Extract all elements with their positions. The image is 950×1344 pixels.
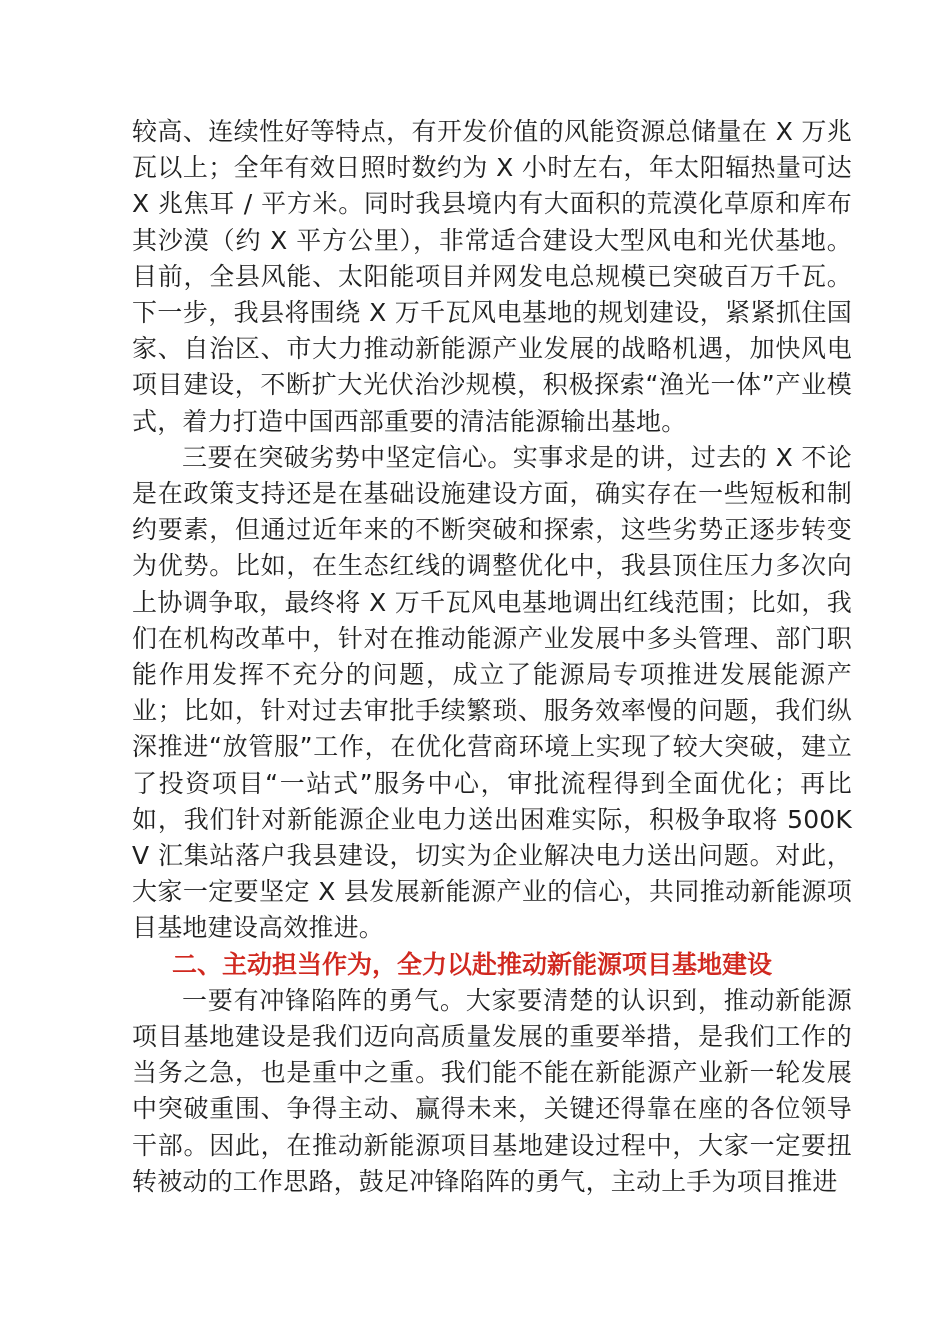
paragraph-continuation: 较高、连续性好等特点，有开发价值的风能资源总储量在 X 万兆瓦以上；全年有效日照时数约为 X 小时左右，年太阳辐热量可达 X 兆焦耳 / 平方米。同时我县境内有大面积的荒漠化草原和库布其沙漠（约 X 平方公里），非常适合建设大型风电和光伏基地。目前，全县风能、太阳能项目并网发电总规模已突破百万千瓦。下一步，我县将围绕 X 万千瓦风电基地的规划建设，紧紧抓住国家、自治区、市大力推动新能源产业发展的战略机遇，加快风电项目建设，不断扩大光伏治沙规模，积极探索“渔光一体”产业模式，着力打造中国西部重要的清洁能源输出基地。 (132, 117, 852, 436)
paragraph-point-one: 一要有冲锋陷阵的勇气。大家要清楚的认识到，推动新能源项目基地建设是我们迈向高质量发展的重要举措，是我们工作的当务之急，也是重中之重。我们能不能在新能源产业新一轮发展中突破重围、争得主动、赢得未来，关键还得靠在座的各位领导干部。因此，在推动新能源项目基地建设过程中，大家一定要扭转被动的工作思路，鼓足冲锋陷阵的勇气，主动上手为项目推进 (132, 985, 852, 1196)
document-body (132, 114, 852, 1200)
paragraph-point-three: 三要在突破劣势中坚定信心。实事求是的讲，过去的 X 不论是在政策支持还是在基础设施建设方面，确实存在一些短板和制约要素，但通过近年来的不断突破和探索，这些劣势正逐步转变为优势。比如，在生态红线的调整优化中，我县顶住压力多次向上协调争取，最终将 X 万千瓦风电基地调出红线范围；比如，我们在机构改革中，针对在推动能源产业发展中多头管理、部门职能作用发挥不充分的问题，成立了能源局专项推进发展能源产业；比如，针对过去审批手续繁琐、服务效率慢的问题，我们纵深推进“放管服”工作，在优化营商环境上实现了较大突破，建立了投资项目“一站式”服务中心，审批流程得到全面优化；再比如，我们针对新能源企业电力送出困难实际，积极争取将 500KV 汇集站落户我县建设，切实为企业解决电力送出问题。对此，大家一定要坚定 X 县发展新能源产业的信心，共同推动新能源项目基地建设高效推进。 (132, 442, 852, 943)
section-heading: 二、主动担当作为，全力以赴推动新能源项目基地建设 (172, 949, 773, 979)
